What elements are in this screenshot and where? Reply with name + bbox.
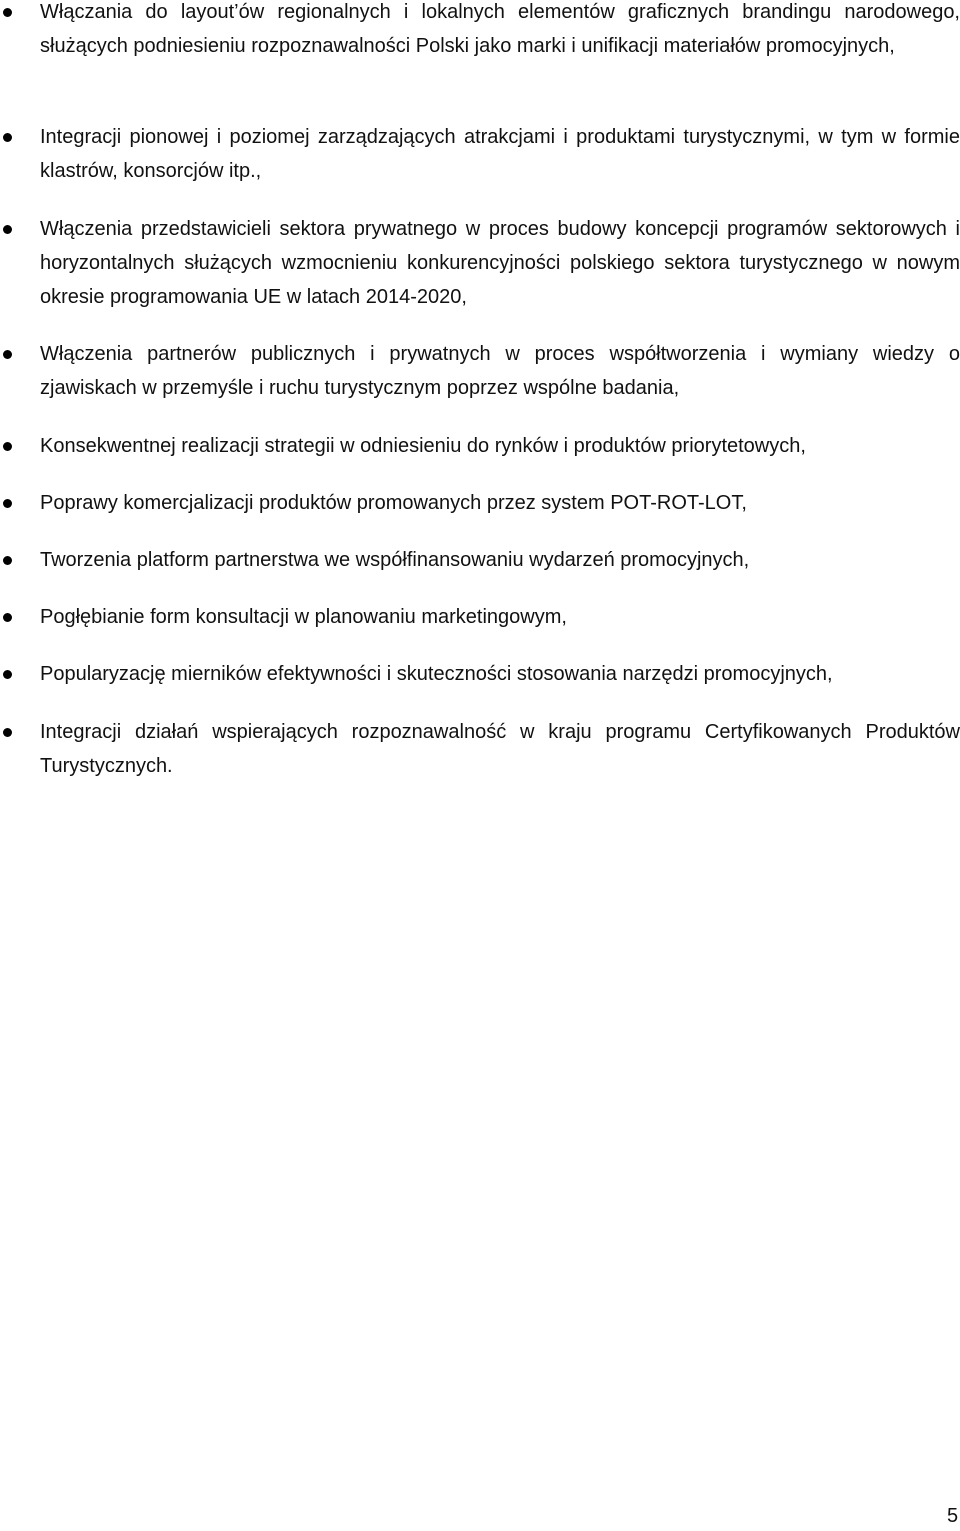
bullet-icon — [3, 613, 12, 622]
list-item-text: Włączenia partnerów publicznych i prywatnych w proces współtworzenia i wymiany wiedzy o zjawiskach w przemyśle i ruchu turystycznym poprzez wspólne badania, — [40, 343, 960, 399]
bullet-icon — [3, 8, 12, 17]
page-number: 5 — [947, 1505, 959, 1527]
list-item-text: Popularyzację mierników efektywności i skuteczności stosowania narzędzi promocyjnych, — [40, 663, 833, 685]
bullet-icon — [3, 442, 12, 451]
list-item-text: Integracji działań wspierających rozpoznawalność w kraju programu Certyfikowanych Produktów Turystycznych. — [40, 721, 960, 777]
list-item-text: Pogłębianie form konsultacji w planowaniu marketingowym, — [40, 606, 567, 628]
bullet-icon — [3, 728, 12, 737]
bullet-icon — [3, 133, 12, 142]
list-item-text: Włączenia przedstawicieli sektora prywatnego w proces budowy koncepcji programów sektorowych i horyzontalnych służących wzmocnieniu konkurencyjności polskiego sektora turystycznego w nowym okresie programowania UE w latach 2014-2020, — [40, 218, 960, 308]
bullet-icon — [3, 499, 12, 508]
bullet-icon — [3, 225, 12, 234]
list-item-text: Włączania do layout’ów regionalnych i lokalnych elementów graficznych brandingu narodowego, służących podniesieniu rozpoznawalności Polski jako marki i unifikacji materiałów promocyjnych, — [40, 1, 960, 57]
list-item-text: Konsekwentnej realizacji strategii w odniesieniu do rynków i produktów priorytetowych, — [40, 435, 806, 457]
bullet-icon — [3, 350, 12, 359]
bullet-icon — [3, 670, 12, 679]
list-item-text: Tworzenia platform partnerstwa we współfinansowaniu wydarzeń promocyjnych, — [40, 549, 750, 571]
list-item-text: Poprawy komercjalizacji produktów promowanych przez system POT-ROT-LOT, — [40, 492, 747, 514]
list-item-text: Integracji pionowej i poziomej zarządzających atrakcjami i produktami turystycznymi, w tym w formie klastrów, konsorcjów itp., — [40, 126, 960, 182]
bullet-icon — [3, 556, 12, 565]
